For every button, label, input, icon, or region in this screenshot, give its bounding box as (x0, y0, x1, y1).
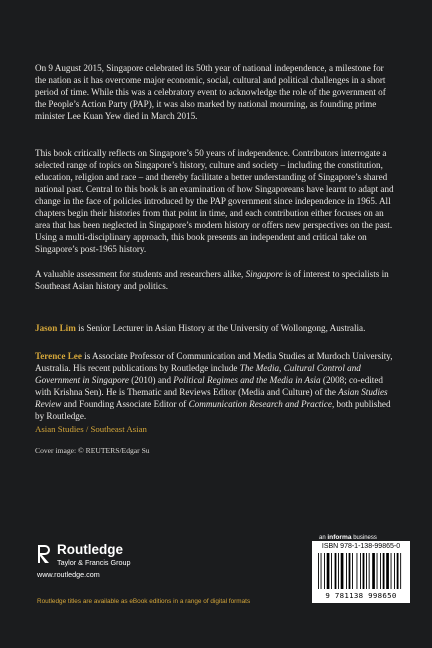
publisher-group: Taylor & Francis Group (57, 558, 131, 567)
author-journal-1: Asian Studies Review (35, 387, 388, 409)
barcode-bar (338, 553, 339, 589)
barcode-bar (369, 553, 370, 589)
barcode-bar (341, 553, 344, 589)
author-bio-2-text-2: (2010) and (128, 375, 174, 385)
publisher-name: Routledge (57, 542, 123, 557)
barcode-bar (318, 553, 319, 589)
routledge-r-icon (37, 544, 51, 564)
author-bio-2-text-5: , both published by Routledge. (35, 399, 391, 421)
informa-business-label (319, 534, 377, 541)
cover-credit: Cover image: © REUTERS/Edgar Su (35, 446, 150, 455)
barcode-bar (383, 553, 385, 589)
author-bio-2 (35, 350, 397, 422)
barcode-bar (324, 553, 325, 589)
isbn-barcode (312, 541, 410, 603)
author-name-1: Jason Lim (35, 323, 76, 333)
barcode-bar (386, 553, 389, 589)
barcode-bar (331, 553, 332, 589)
author-book-1: The Media, Cultural Control and Government in Singapore (35, 363, 361, 385)
barcode-bar (391, 553, 392, 589)
barcode-bar (327, 553, 330, 589)
informa-post: business (351, 535, 377, 541)
informa-pre: an (319, 535, 328, 541)
informa-bold: informa (327, 534, 352, 541)
author-journal-2: Communication Research and Practice (188, 399, 332, 409)
barcode-bar (349, 553, 351, 589)
isbn-label: ISBN 978-1-138-99865-0 (321, 543, 401, 550)
author-bio-1-text: is Senior Lecturer in Asian History at the University of Wollongong, Australia. (75, 323, 366, 333)
barcode-bar (352, 553, 353, 589)
barcode-bar (366, 553, 367, 589)
barcode-bar (377, 553, 378, 589)
author-bio-2-text-4: and Founding Associate Editor of (61, 399, 189, 409)
blurb-paragraph-1: On 9 August 2015, Singapore celebrated its 50th year of national independence, a milestone for the nation as it has overcome major economic, social, cultural and political challenges in a short period of time. While this was a celebratory event to acknowledge the role of the government of the People’s Action Party (PAP), it was also marked by national mourning, as founding prime minister Lee Kuan Yew died in March 2015. (35, 63, 386, 121)
ebook-note: Routledge titles are available as eBook editions in a range of digital formats (37, 598, 251, 605)
blurb-paragraph-2: This book critically reflects on Singapore’s 50 years of independence. Contributors interrogate a selected range of topics on Singapore’s history, culture and society – including the constitution, education, religion and race – and thereby facilitate a better understanding of Singapore’s shared national past. Central to this book is an examination of how Singaporeans have learnt to adapt and change in the face of policies introduced by the PAP government since independence in 1965. All chapters begin their histories from that point in time, and each contribution either focuses on an area that has been neglected in Singapore’s modern history or offers new perspectives on the past. Using a multi-disciplinary approach, this book presents an independent and critical take on Singapore’s post-1965 history. (35, 148, 394, 254)
blurb-p3-post: is of interest to specialists in Southeast Asian history and politics. (35, 269, 389, 291)
barcode-bar (321, 553, 322, 589)
barcode-bars (316, 553, 406, 591)
barcode-bar (400, 553, 401, 589)
author-bio-1 (35, 322, 397, 334)
barcode-bar (360, 553, 361, 589)
barcode-bar (397, 553, 399, 589)
author-book-2: Political Regimes and the Media in Asia (173, 375, 321, 385)
barcode-digits: 9 781138 998650 (325, 591, 397, 600)
barcode-bar (363, 553, 365, 589)
barcode-bar (357, 553, 358, 589)
author-bio-2-text-1: is Associate Professor of Communication and Media Studies at Murdoch University, Australia. His recent publications by Routledge include (35, 351, 393, 373)
barcode-bar (394, 553, 395, 589)
barcode-bar (380, 553, 381, 589)
book-title-italic: Singapore (245, 269, 283, 279)
subject-category: Asian Studies / Southeast Asian (35, 424, 147, 434)
author-name-2: Terence Lee (35, 351, 82, 361)
barcode-bar (335, 553, 337, 589)
blurb-paragraph-3 (35, 268, 397, 292)
publisher-website: www.routledge.com (37, 570, 100, 579)
barcode-bar (346, 553, 347, 589)
barcode-bar (372, 553, 375, 589)
author-bio-2-text-3: (2008; co-edited with Krishna Sen). He is Thematic and Reviews Editor (Media and Culture) of the (35, 375, 383, 397)
blurb-p3-pre: A valuable assessment for students and researchers alike, (35, 269, 246, 279)
